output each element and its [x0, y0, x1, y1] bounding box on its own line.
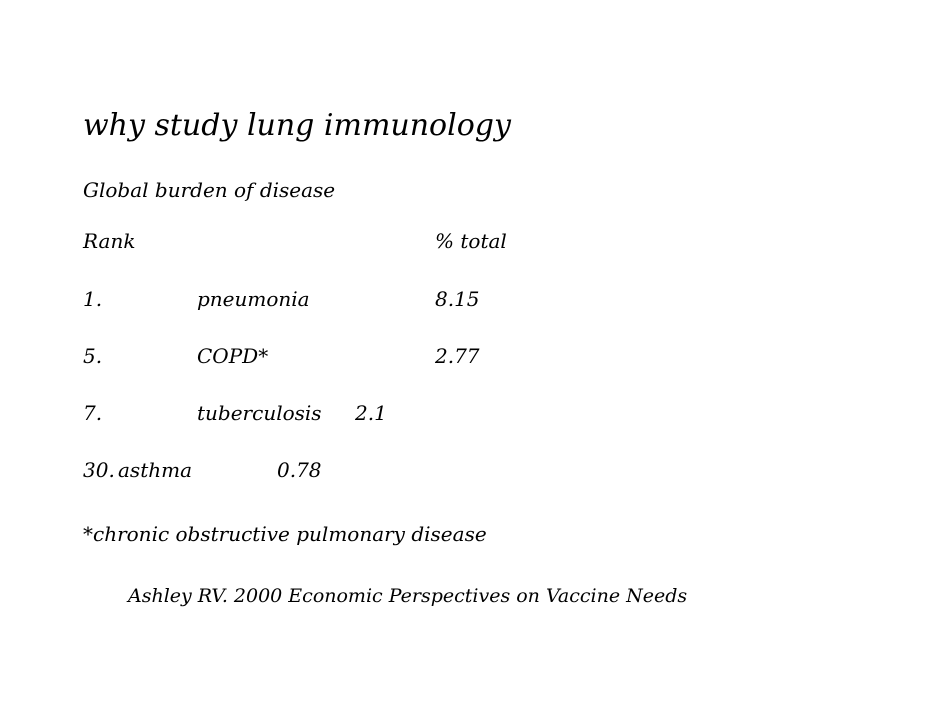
row-rank: 7. — [83, 401, 103, 425]
header-total: % total — [435, 229, 507, 253]
row-disease: pneumonia — [197, 287, 310, 311]
footnote: *chronic obstructive pulmonary disease — [83, 522, 487, 546]
row-disease: asthma — [118, 458, 192, 482]
header-rank: Rank — [83, 229, 136, 253]
row-disease: tuberculosis — [197, 401, 322, 425]
row-rank: 30. — [83, 458, 115, 482]
row-rank: 1. — [83, 287, 103, 311]
row-total: 8.15 — [435, 287, 480, 311]
slide-subtitle: Global burden of disease — [83, 178, 336, 202]
row-total: 0.78 — [277, 458, 322, 482]
row-total: 2.1 — [355, 401, 387, 425]
row-disease: COPD* — [197, 344, 269, 368]
citation: Ashley RV. 2000 Economic Perspectives on Vaccine Needs — [128, 585, 688, 607]
row-rank: 5. — [83, 344, 103, 368]
row-total: 2.77 — [435, 344, 480, 368]
slide-title: why study lung immunology — [83, 108, 511, 143]
